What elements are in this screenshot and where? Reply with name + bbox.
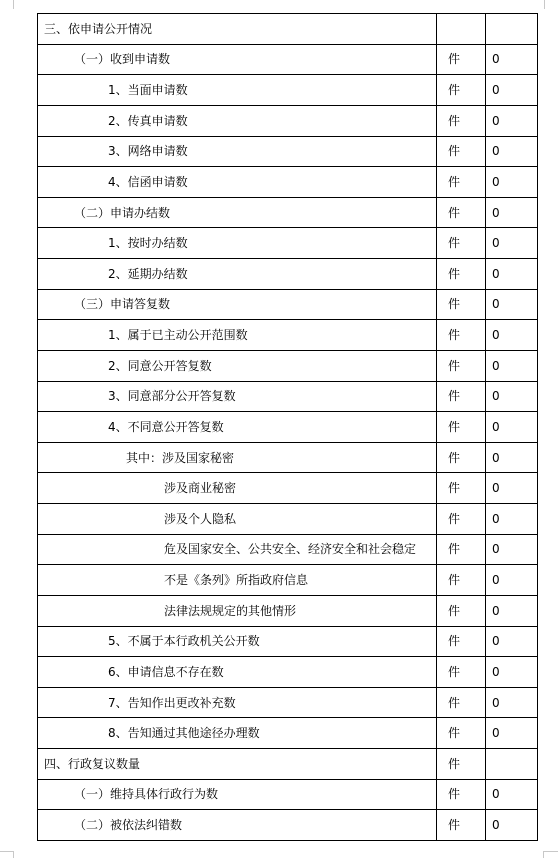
page-corner-mark-top-left: [4, 0, 14, 9]
row-unit: 件: [437, 810, 486, 841]
row-label: 4、信函申请数: [38, 167, 437, 198]
row-unit: 件: [437, 595, 486, 626]
row-unit: 件: [437, 75, 486, 106]
row-unit: 件: [437, 350, 486, 381]
page-corner-mark-top-right: [544, 0, 558, 9]
table-row: [38, 718, 538, 749]
row-label: 2、同意公开答复数: [38, 350, 437, 381]
row-value: 0: [486, 718, 538, 749]
table-row: [38, 44, 538, 75]
table-row: [38, 749, 538, 780]
table-row: [38, 595, 538, 626]
row-label: 8、告知通过其他途径办理数: [38, 718, 437, 749]
table-row: [38, 412, 538, 443]
row-unit: 件: [437, 657, 486, 688]
row-unit: 件: [437, 749, 486, 780]
row-label: 7、告知作出更改补充数: [38, 687, 437, 718]
table-row: [38, 14, 538, 45]
row-unit: 件: [437, 565, 486, 596]
row-unit: 件: [437, 289, 486, 320]
table-row: [38, 350, 538, 381]
row-label: 3、同意部分公开答复数: [38, 381, 437, 412]
row-value: 0: [486, 259, 538, 290]
row-unit: 件: [437, 473, 486, 504]
table-row: [38, 779, 538, 810]
row-label: 四、行政复议数量: [38, 749, 437, 780]
row-label: 涉及个人隐私: [38, 504, 437, 535]
row-label: 4、不同意公开答复数: [38, 412, 437, 443]
page-corner-mark-bottom-right: [543, 851, 558, 858]
table-row: [38, 810, 538, 841]
row-unit: 件: [437, 381, 486, 412]
row-value: [486, 14, 538, 45]
row-label: 6、申请信息不存在数: [38, 657, 437, 688]
row-unit: 件: [437, 412, 486, 443]
table-row: [38, 473, 538, 504]
row-value: 0: [486, 442, 538, 473]
table-row: [38, 657, 538, 688]
table-row: [38, 442, 538, 473]
row-unit: 件: [437, 136, 486, 167]
row-label: （二）被依法纠错数: [38, 810, 437, 841]
row-unit: 件: [437, 626, 486, 657]
row-value: 0: [486, 657, 538, 688]
row-label: 5、不属于本行政机关公开数: [38, 626, 437, 657]
row-value: 0: [486, 381, 538, 412]
table-row: [38, 565, 538, 596]
row-value: 0: [486, 197, 538, 228]
table-row: [38, 136, 538, 167]
row-value: 0: [486, 75, 538, 106]
row-value: 0: [486, 350, 538, 381]
disclosure-statistics-table: [37, 13, 538, 841]
table-row: [38, 197, 538, 228]
row-label: 1、当面申请数: [38, 75, 437, 106]
row-label: 危及国家安全、公共安全、经济安全和社会稳定: [38, 534, 437, 565]
row-label: 其中：涉及国家秘密: [38, 442, 437, 473]
row-unit: 件: [437, 504, 486, 535]
row-label: 2、传真申请数: [38, 105, 437, 136]
table-row: [38, 289, 538, 320]
row-value: 0: [486, 320, 538, 351]
row-value: 0: [486, 504, 538, 535]
row-unit: 件: [437, 197, 486, 228]
row-unit: 件: [437, 534, 486, 565]
table-row: [38, 626, 538, 657]
row-value: 0: [486, 810, 538, 841]
table-row: [38, 167, 538, 198]
table-row: [38, 381, 538, 412]
row-unit: 件: [437, 228, 486, 259]
row-unit: 件: [437, 718, 486, 749]
row-label: 法律法规规定的其他情形: [38, 595, 437, 626]
table-row: [38, 75, 538, 106]
table-row: [38, 687, 538, 718]
row-label: 3、网络申请数: [38, 136, 437, 167]
row-unit: 件: [437, 105, 486, 136]
row-value: 0: [486, 779, 538, 810]
row-value: 0: [486, 565, 538, 596]
table-row: [38, 504, 538, 535]
row-unit: 件: [437, 44, 486, 75]
row-unit: 件: [437, 167, 486, 198]
row-label: （三）申请答复数: [38, 289, 437, 320]
table-row: [38, 320, 538, 351]
row-value: 0: [486, 595, 538, 626]
row-unit: 件: [437, 259, 486, 290]
row-value: 0: [486, 687, 538, 718]
row-label: 1、按时办结数: [38, 228, 437, 259]
row-value: 0: [486, 44, 538, 75]
row-value: 0: [486, 228, 538, 259]
row-value: 0: [486, 412, 538, 443]
row-label: 2、延期办结数: [38, 259, 437, 290]
row-value: 0: [486, 289, 538, 320]
row-unit: 件: [437, 687, 486, 718]
page-corner-mark-bottom-left: [0, 851, 14, 858]
row-value: 0: [486, 473, 538, 504]
row-label: （一）收到申请数: [38, 44, 437, 75]
table-row: [38, 259, 538, 290]
table-row: [38, 228, 538, 259]
row-unit: 件: [437, 320, 486, 351]
row-value: 0: [486, 626, 538, 657]
row-value: [486, 749, 538, 780]
row-value: 0: [486, 167, 538, 198]
row-value: 0: [486, 136, 538, 167]
row-value: 0: [486, 534, 538, 565]
row-label: 三、依申请公开情况: [38, 14, 437, 45]
row-label: 不是《条列》所指政府信息: [38, 565, 437, 596]
row-label: 1、属于已主动公开范围数: [38, 320, 437, 351]
row-label: 涉及商业秘密: [38, 473, 437, 504]
row-label: （二）申请办结数: [38, 197, 437, 228]
row-value: 0: [486, 105, 538, 136]
row-unit: 件: [437, 442, 486, 473]
row-unit: [437, 14, 486, 45]
row-label: （一）维持具体行政行为数: [38, 779, 437, 810]
row-unit: 件: [437, 779, 486, 810]
table-row: [38, 105, 538, 136]
table-row: [38, 534, 538, 565]
